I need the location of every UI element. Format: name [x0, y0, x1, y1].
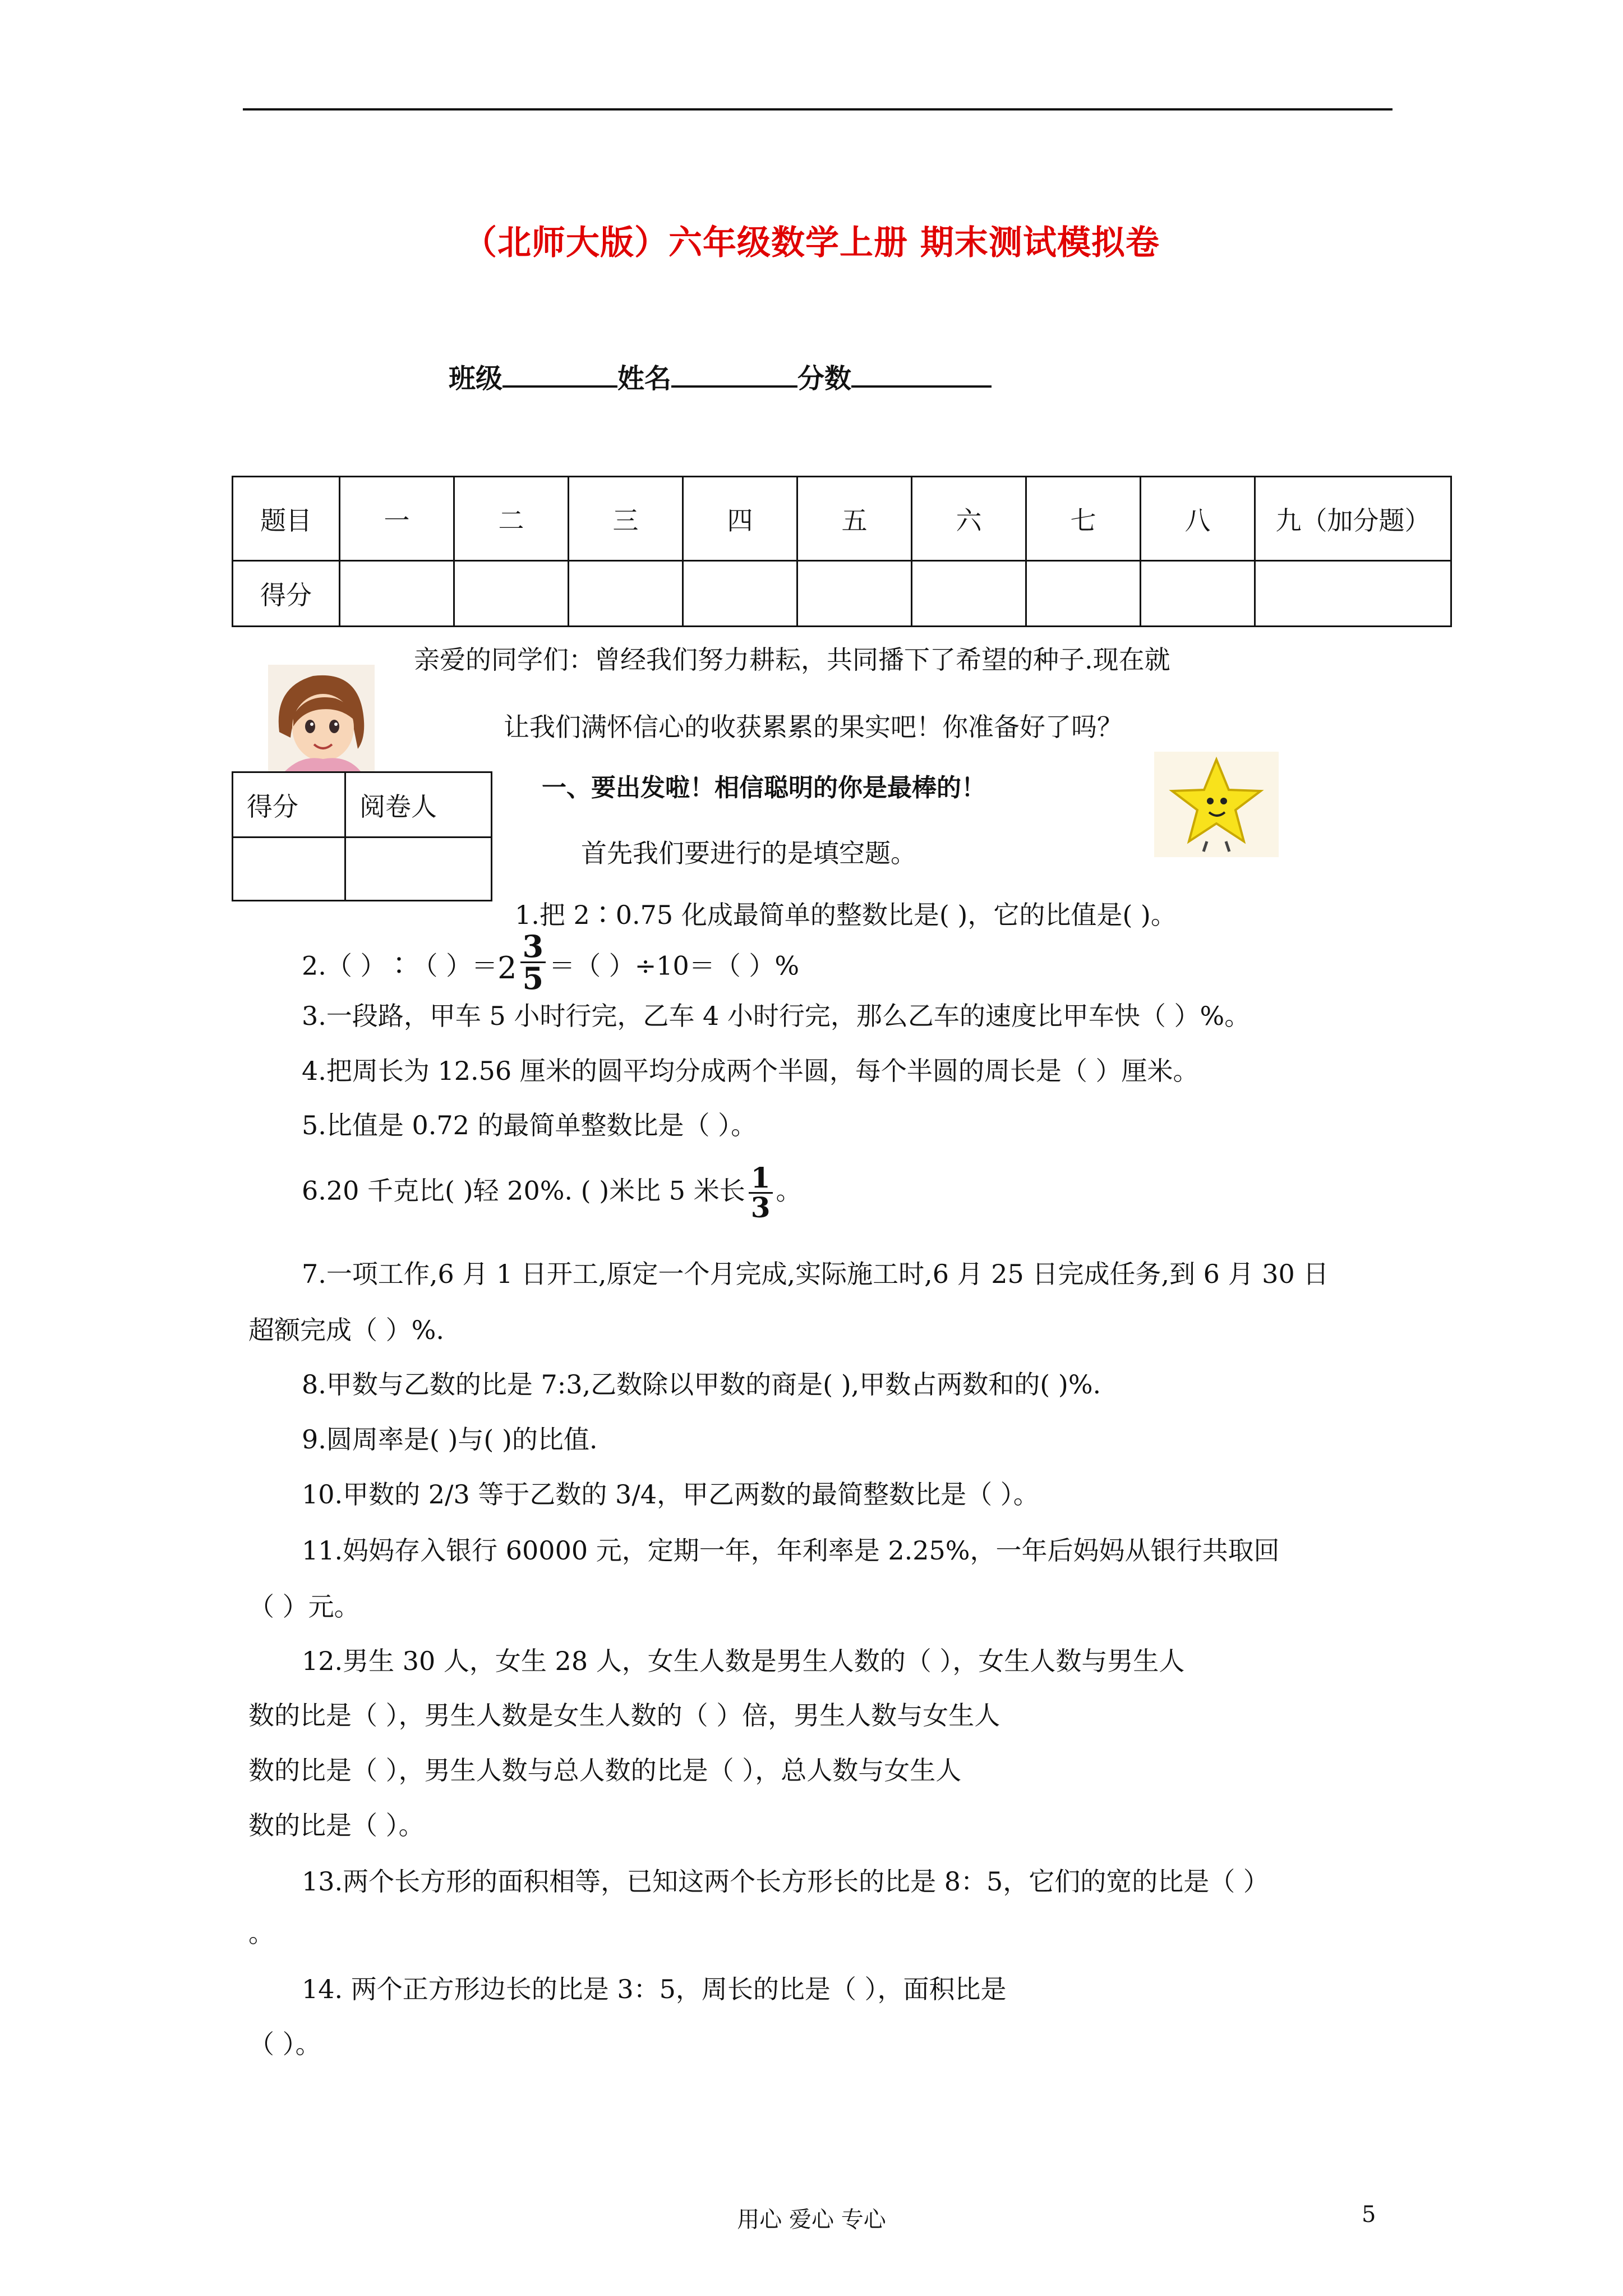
question-4: 4.把周长为 12.56 厘米的圆平均分成两个半圆，每个半圆的周长是（ ）厘米。	[302, 1056, 1199, 1086]
question-14-line-1: 14. 两个正方形边长的比是 3：5，周长的比是（ ），面积比是	[302, 1974, 1007, 2004]
score-cell[interactable]	[912, 561, 1026, 627]
question-7-line-2: 超额完成（ ）%.	[248, 1315, 444, 1345]
question-13-line-2: 。	[248, 1918, 274, 1948]
score-cell[interactable]	[1255, 561, 1451, 627]
greeting-line-2: 让我们满怀信心的收获累累的果实吧！你准备好了吗？	[504, 712, 1123, 742]
grader-score-cell[interactable]	[233, 838, 345, 901]
score-col-8: 八	[1141, 477, 1255, 561]
question-8: 8.甲数与乙数的比是 7:3,乙数除以甲数的商是( ),甲数占两数和的( )%.	[302, 1369, 1101, 1400]
name-label: 姓名	[617, 363, 672, 394]
question-10: 10.甲数的 2/3 等于乙数的 3/4，甲乙两数的最简整数比是（ ）。	[302, 1479, 1039, 1510]
score-cell[interactable]	[454, 561, 569, 627]
footer-text: 用心 爱心 专心	[737, 2207, 886, 2233]
score-cell[interactable]	[569, 561, 683, 627]
score-col-1: 一	[340, 477, 454, 561]
section-intro: 首先我们要进行的是填空题。	[581, 838, 916, 868]
score-col-9: 九（加分题）	[1255, 477, 1451, 561]
page-number: 5	[1362, 2202, 1376, 2228]
question-7-line-1: 7.一项工作,6 月 1 日开工,原定一个月完成,实际施工时,6 月 25 日完成任务,到 6 月 30 日	[302, 1259, 1329, 1289]
score-label: 分数	[797, 363, 852, 394]
page-title: （北师大版）六年级数学上册 期末测试模拟卷	[463, 223, 1160, 263]
question-12-line-1: 12.男生 30 人，女生 28 人，女生人数是男生人数的（ ），女生人数与男生人	[302, 1646, 1185, 1676]
class-label: 班级	[449, 363, 503, 394]
section-heading: 一、要出发啦！相信聪明的你是最棒的！	[542, 774, 986, 802]
question-6-part-a: 6.20 千克比( )轻 20%. ( )米比 5 米长	[302, 1175, 745, 1206]
score-col-2: 二	[454, 477, 569, 561]
score-col-7: 七	[1026, 477, 1141, 561]
question-2-fraction	[520, 928, 546, 996]
question-2-numerator: 3	[520, 931, 546, 963]
score-row-label: 得分	[233, 561, 340, 627]
question-1: 1.把 2∶0.75 化成最简单的整数比是( )，它的比值是( )。	[515, 900, 1177, 930]
score-cell[interactable]	[683, 561, 797, 627]
score-table-header: 题目	[233, 477, 340, 561]
question-2	[302, 928, 800, 996]
question-6-fraction	[749, 1161, 773, 1224]
score-blank[interactable]	[851, 361, 992, 388]
class-blank[interactable]	[502, 361, 617, 388]
question-3: 3.一段路，甲车 5 小时行完，乙车 4 小时行完，那么乙车的速度比甲车快（ ）%。	[302, 1001, 1251, 1031]
girl-illustration-icon	[268, 665, 375, 771]
question-11-line-2: （ ）元。	[248, 1591, 360, 1622]
question-11-line-1: 11.妈妈存入银行 60000 元，定期一年，年利率是 2.25%，一年后妈妈从银行共取回	[302, 1535, 1280, 1566]
question-2-part-b: ＝（ ）÷10＝（ ）%	[549, 950, 800, 981]
question-6-part-b: 。	[776, 1175, 802, 1206]
score-cell[interactable]	[340, 561, 454, 627]
question-12-line-3: 数的比是（ ），男生人数与总人数的比是（ ），总人数与女生人	[248, 1755, 962, 1786]
question-9: 9.圆周率是( )与( )的比值.	[302, 1424, 598, 1455]
greeting-line-1: 亲爱的同学们：曾经我们努力耕耘，共同播下了希望的种子.现在就	[414, 645, 1170, 675]
name-blank[interactable]	[671, 361, 797, 388]
question-2-whole: 2	[497, 950, 517, 986]
question-13-line-1: 13.两个长方形的面积相等，已知这两个长方形长的比是 8：5，它们的宽的比是（ ）	[302, 1866, 1269, 1897]
question-14-line-2: （ ）。	[248, 2029, 321, 2059]
question-2-denominator: 5	[522, 960, 544, 996]
question-6-numerator: 1	[749, 1164, 773, 1194]
score-col-3: 三	[569, 477, 683, 561]
grader-name-cell[interactable]	[345, 838, 492, 901]
student-info	[449, 357, 992, 395]
question-12-line-4: 数的比是（ ）。	[248, 1810, 425, 1841]
score-cell[interactable]	[1141, 561, 1255, 627]
header-rule	[243, 108, 1393, 111]
question-6-denominator: 3	[750, 1191, 771, 1224]
question-12-line-2: 数的比是（ ），男生人数是女生人数的（ ）倍，男生人数与女生人	[248, 1700, 1000, 1731]
grader-score-label: 得分	[233, 772, 345, 838]
score-col-5: 五	[797, 477, 912, 561]
score-cell[interactable]	[1026, 561, 1141, 627]
question-6	[302, 1161, 802, 1224]
score-table	[232, 476, 1452, 627]
grader-label: 阅卷人	[345, 772, 492, 838]
score-col-4: 四	[683, 477, 797, 561]
question-2-part-a: 2.（ ）∶（ ）＝	[302, 950, 498, 981]
score-cell[interactable]	[797, 561, 912, 627]
grader-table	[232, 771, 492, 901]
question-5: 5.比值是 0.72 的最简单整数比是（ ）。	[302, 1110, 757, 1140]
star-mascot-illustration-icon	[1154, 752, 1279, 857]
score-col-6: 六	[912, 477, 1026, 561]
